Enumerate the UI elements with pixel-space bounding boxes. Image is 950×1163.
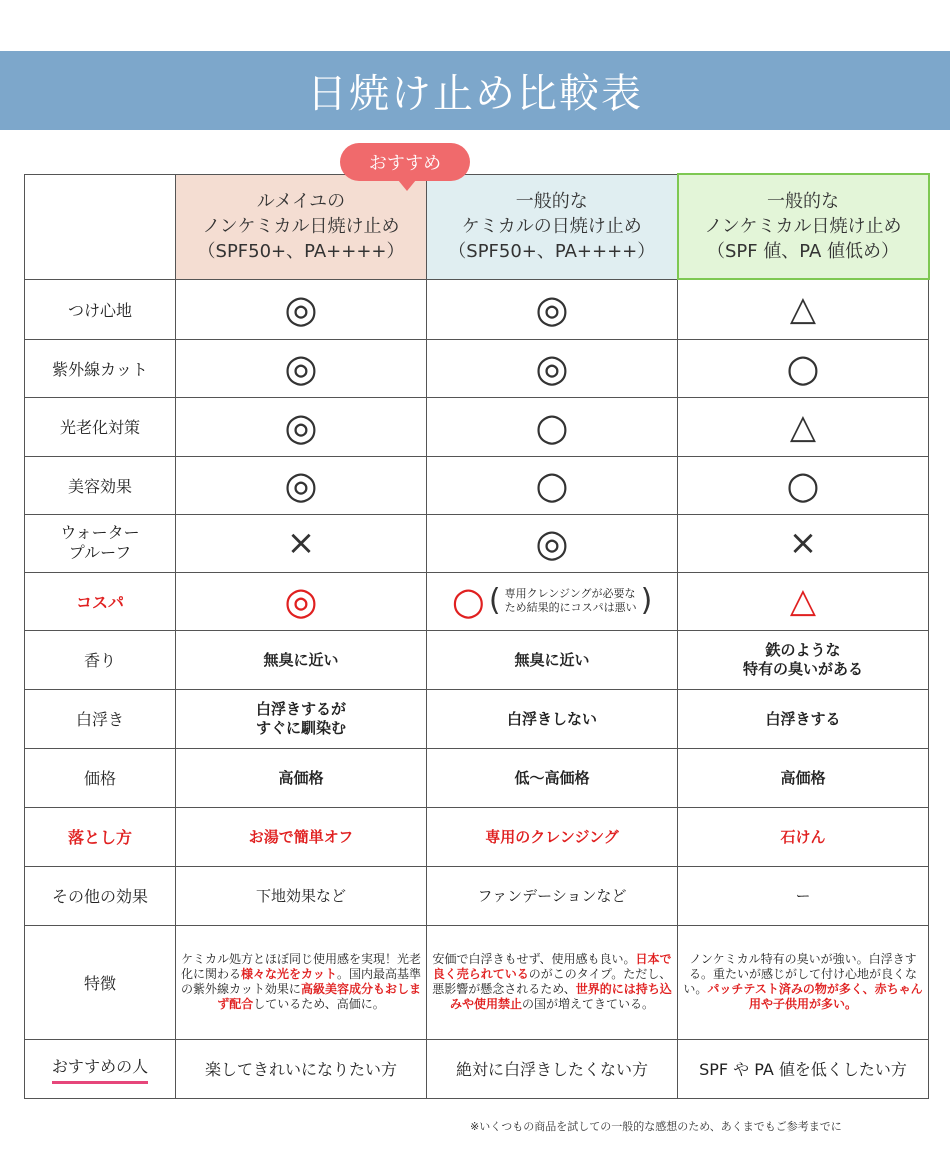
recommended-cell: 絶対に白浮きしたくない方: [427, 1039, 678, 1098]
text-cell: 低〜高価格: [427, 748, 678, 807]
cross-icon: ×: [788, 523, 818, 563]
page-title: 日焼け止め比較表: [0, 51, 950, 130]
row-other: [25, 866, 929, 925]
rating-cell: [678, 514, 929, 572]
text-cell: お湯で簡単オフ: [176, 807, 427, 866]
double-circle-icon: ◎: [535, 521, 569, 565]
paren-open: (: [488, 583, 501, 618]
circle-icon: ○: [786, 463, 820, 507]
rating-cell: [427, 339, 678, 397]
feature-text: 。国内最高基準の紫外線カット効果に: [181, 967, 421, 996]
cross-icon: ×: [286, 523, 316, 563]
row-cospa: [25, 572, 929, 630]
feature-cell: [427, 925, 678, 1039]
header-line: ノンケミカル日焼け止め: [202, 216, 400, 237]
rating-cell: [176, 279, 427, 339]
text-cell: 高価格: [176, 748, 427, 807]
feature-text: ケミカル処方とほぼ同じ使用感を実現！光老化に関わる: [180, 952, 421, 981]
feature-highlight: 世界的には持ち込みや使用禁止: [449, 982, 672, 1011]
text-cell: 白浮きしない: [427, 689, 678, 748]
feature-highlight: 高級美容成分もおしまず配合: [217, 982, 421, 1011]
row-label: つけ心地: [25, 279, 176, 339]
double-circle-icon: ◎: [284, 463, 318, 507]
paren-close: ): [640, 583, 653, 618]
rating-cell: [678, 279, 929, 339]
feature-highlight: パッチテスト済みの物が多く、赤ちゃん用や子供用が多い。: [707, 982, 923, 1011]
row-features: [25, 925, 929, 1039]
feature-highlight: 様々な光をカット: [241, 967, 337, 981]
row-label: コスパ: [25, 572, 176, 630]
feature-text: 安価で白浮きもせず、使用感も良い。: [432, 952, 636, 966]
text-cell: ー: [678, 866, 929, 925]
header-chemical: [427, 174, 678, 279]
header-line: （SPF 値、PA 値低め）: [706, 241, 900, 262]
triangle-icon: △: [789, 406, 817, 447]
text-cell: 白浮きする: [678, 689, 929, 748]
cospa-note-wrap: [427, 579, 677, 623]
double-circle-icon: ◎: [284, 404, 318, 449]
row-label: [25, 514, 176, 572]
row-label: 紫外線カット: [25, 339, 176, 397]
feature-text: のがこのタイプ。ただし、悪影響が懸念されるため、: [432, 967, 672, 996]
header-line: 一般的な: [767, 191, 839, 212]
circle-icon: ○: [451, 579, 485, 623]
triangle-icon: △: [789, 289, 817, 330]
cell-line: 白浮きするが: [255, 699, 346, 718]
double-circle-icon: ◎: [284, 579, 318, 623]
recommended-cell: SPF や PA 値を低くしたい方: [678, 1039, 929, 1098]
header-lumeille: [176, 174, 427, 279]
rating-cell: [176, 572, 427, 630]
double-circle-icon: ◎: [535, 346, 569, 390]
recommended-label: おすすめの人: [52, 1054, 148, 1084]
header-line: ノンケミカル日焼け止め: [704, 216, 902, 237]
feature-cell: [678, 925, 929, 1039]
text-cell: ファンデーションなど: [427, 866, 678, 925]
double-circle-icon: ◎: [535, 287, 569, 331]
row-label: 美容効果: [25, 456, 176, 514]
double-circle-icon: ◎: [284, 287, 318, 331]
row-removal: [25, 807, 929, 866]
row-label: 落とし方: [25, 807, 176, 866]
double-circle-icon: ◎: [284, 346, 318, 390]
triangle-icon: △: [789, 581, 817, 621]
row-tsukegokochi: [25, 279, 929, 339]
rating-cell: [176, 397, 427, 456]
header-line: ルメイユの: [256, 191, 346, 212]
header-blank: [25, 174, 176, 279]
text-cell: 専用のクレンジング: [427, 807, 678, 866]
rating-cell: [678, 397, 929, 456]
header-line: （SPF50+、PA++++）: [448, 241, 656, 262]
cell-line: すぐに馴染む: [255, 718, 346, 737]
feature-text: の国が増えてきている。: [522, 997, 655, 1011]
row-photoaging: [25, 397, 929, 456]
row-waterproof: [25, 514, 929, 572]
text-cell: 石けん: [678, 807, 929, 866]
label-line: プルーフ: [68, 543, 132, 562]
row-label: [25, 1039, 176, 1098]
cospa-note: [505, 587, 637, 615]
row-scent: [25, 630, 929, 689]
note-line: 専用クレンジングが必要な: [504, 587, 636, 600]
row-price: [25, 748, 929, 807]
cell-line: 特有の臭いがある: [742, 659, 863, 678]
text-cell: 下地効果など: [176, 866, 427, 925]
text-cell: 高価格: [678, 748, 929, 807]
rating-cell: [427, 572, 678, 630]
label-line: ウォーター: [60, 523, 140, 542]
header-nonchemical: [678, 174, 929, 279]
text-cell: [176, 689, 427, 748]
recommend-badge: おすすめ: [340, 143, 470, 181]
row-beauty: [25, 456, 929, 514]
note-line: ため結果的にコスパは悪い: [504, 601, 637, 614]
rating-cell: [427, 456, 678, 514]
text-cell: [678, 630, 929, 689]
rating-cell: [427, 514, 678, 572]
recommended-cell: 楽してきれいになりたい方: [176, 1039, 427, 1098]
row-label: 香り: [25, 630, 176, 689]
header-line: 一般的な: [515, 191, 588, 212]
text-cell: 無臭に近い: [176, 630, 427, 689]
comparison-table: [24, 173, 930, 1099]
row-whitecast: [25, 689, 929, 748]
rating-cell: [678, 456, 929, 514]
row-label: 白浮き: [25, 689, 176, 748]
rating-cell: [176, 339, 427, 397]
feature-highlight: 日本で良く売られている: [432, 952, 672, 981]
cell-line: 鉄のような: [765, 640, 841, 659]
row-uv-cut: [25, 339, 929, 397]
row-label: 特徴: [25, 925, 176, 1039]
header-line: ケミカルの日焼け止め: [461, 216, 642, 237]
rating-cell: [176, 456, 427, 514]
row-label: その他の効果: [25, 866, 176, 925]
rating-cell: [427, 279, 678, 339]
rating-cell: [427, 397, 678, 456]
feature-text: しているため、高価に。: [253, 997, 385, 1011]
rating-cell: [678, 339, 929, 397]
circle-icon: ○: [535, 404, 569, 449]
row-label: 光老化対策: [25, 397, 176, 456]
feature-cell: [176, 925, 427, 1039]
feature-text: ノンケミカル特有の臭いが強い。白浮きする。重たいが感じがして付け心地が良くない。: [683, 952, 917, 996]
circle-icon: ○: [786, 346, 820, 390]
row-label: 価格: [25, 748, 176, 807]
rating-cell: [678, 572, 929, 630]
header-row: [25, 174, 929, 279]
header-line: （SPF50+、PA++++）: [197, 241, 405, 262]
rating-cell: [176, 514, 427, 572]
circle-icon: ○: [535, 463, 569, 507]
text-cell: 無臭に近い: [427, 630, 678, 689]
footnote: ※いくつもの商品を試しての一般的な感想のため、あくまでもご参考までに: [470, 1120, 842, 1133]
row-recommended: [25, 1039, 929, 1098]
